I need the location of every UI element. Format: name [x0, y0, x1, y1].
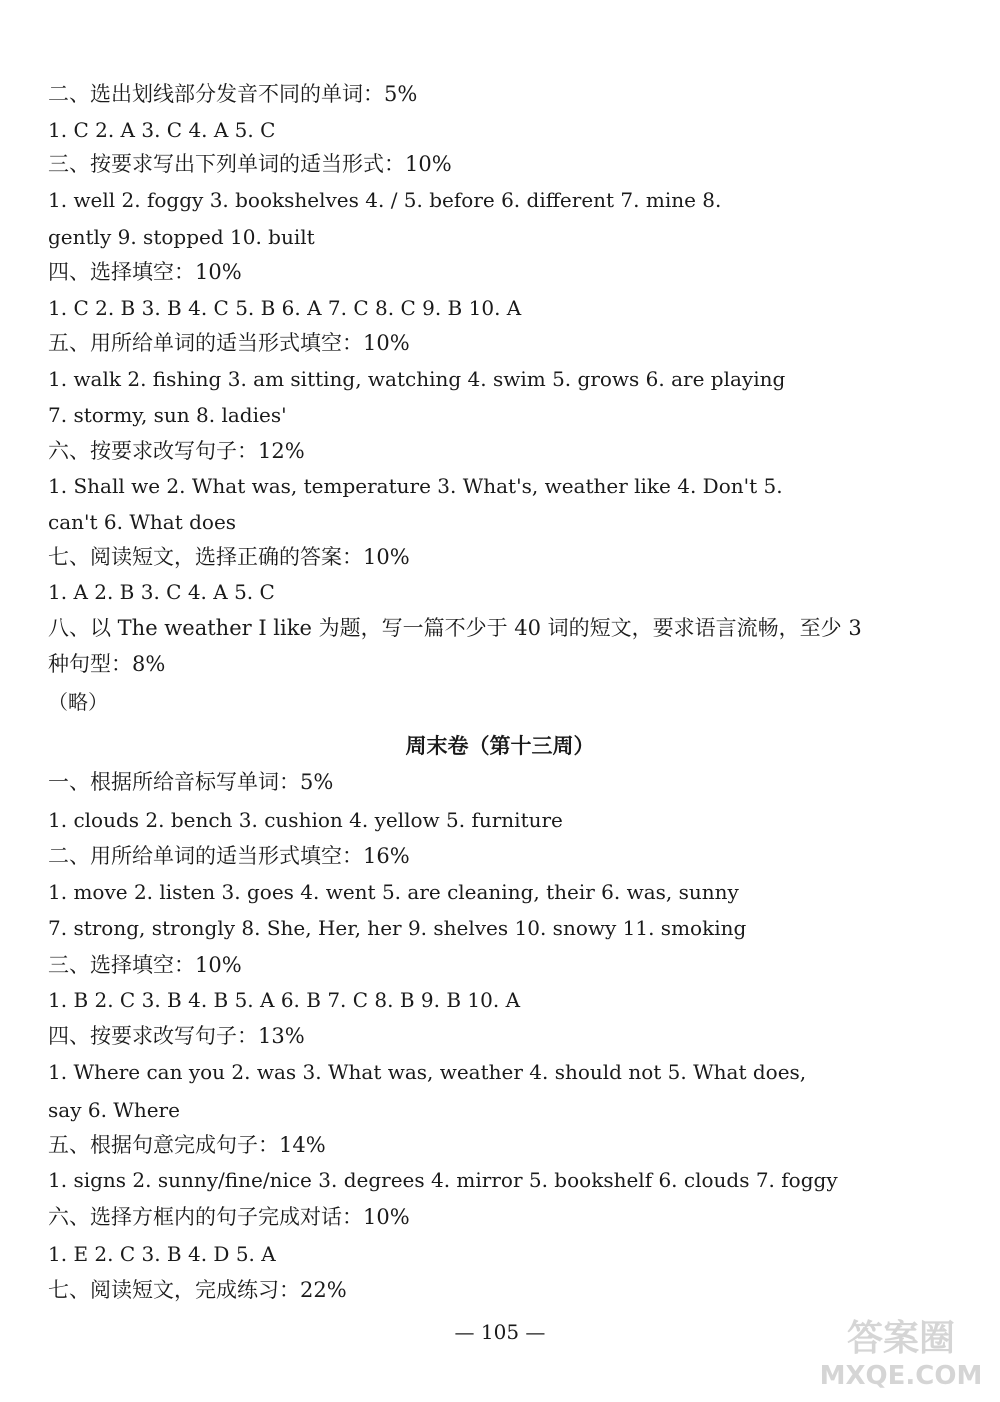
answer-line: gently 9. stopped 10. built: [48, 225, 315, 249]
question-heading: 七、阅读短文，完成练习：22%: [48, 1278, 347, 1302]
question-heading: 二、用所给单词的适当形式填空：16%: [48, 844, 410, 868]
answer-line: 1. A 2. B 3. C 4. A 5. C: [48, 580, 275, 604]
answer-line: 1. E 2. C 3. B 4. D 5. A: [48, 1242, 276, 1266]
answer-line: can't 6. What does: [48, 510, 237, 534]
question-heading: 二、选出划线部分发音不同的单词：5%: [48, 82, 418, 106]
question-heading: 四、选择填空：10%: [48, 260, 242, 284]
question-heading: 六、按要求改写句子：12%: [48, 439, 305, 463]
answer-line: 1. well 2. foggy 3. bookshelves 4. / 5. before 6. different 7. mine 8.: [48, 188, 722, 212]
question-heading: 八、以 The weather I like 为题，写一篇不少于 40 词的短文，要求语言流畅，至少 3: [48, 616, 862, 640]
question-heading: 五、用所给单词的适当形式填空：10%: [48, 331, 410, 355]
question-heading: 一、根据所给音标写单词：5%: [48, 770, 334, 794]
answer-line: 1. walk 2. fishing 3. am sitting, watching 4. swim 5. grows 6. are playing: [48, 367, 786, 391]
question-heading: 三、按要求写出下列单词的适当形式：10%: [48, 152, 452, 176]
answer-line: 7. stormy, sun 8. ladies': [48, 403, 287, 427]
question-heading: 三、选择填空：10%: [48, 953, 242, 977]
svg-text:MXQE.COM: MXQE.COM: [819, 1361, 983, 1391]
watermark-logo: [816, 1304, 986, 1392]
answer-line: 1. C 2. B 3. B 4. C 5. B 6. A 7. C 8. C 9. B 10. A: [48, 296, 522, 320]
answer-line: 1. Where can you 2. was 3. What was, weather 4. should not 5. What does,: [48, 1060, 807, 1084]
answer-line: 1. B 2. C 3. B 4. B 5. A 6. B 7. C 8. B 9. B 10. A: [48, 988, 521, 1012]
answer-line: 7. strong, strongly 8. She, Her, her 9. shelves 10. snowy 11. smoking: [48, 916, 747, 940]
question-heading: 六、选择方框内的句子完成对话：10%: [48, 1205, 410, 1229]
question-heading: 四、按要求改写句子：13%: [48, 1024, 305, 1048]
answer-line: 1. Shall we 2. What was, temperature 3. What's, weather like 4. Don't 5.: [48, 474, 783, 498]
answer-line: 1. C 2. A 3. C 4. A 5. C: [48, 118, 276, 142]
section-title: 周末卷（第十三周）: [405, 734, 595, 758]
answer-line: say 6. Where: [48, 1098, 180, 1122]
question-heading: 五、根据句意完成句子：14%: [48, 1133, 326, 1157]
answer-line: 1. clouds 2. bench 3. cushion 4. yellow 5. furniture: [48, 808, 563, 832]
answer-line: （略）: [48, 690, 108, 714]
question-heading: 七、阅读短文，选择正确的答案：10%: [48, 545, 410, 569]
question-heading: 种句型：8%: [48, 652, 166, 676]
svg-text:答案圈: 答案圈: [846, 1318, 956, 1359]
page-number: — 105 —: [454, 1320, 546, 1344]
answer-line: 1. move 2. listen 3. goes 4. went 5. are cleaning, their 6. was, sunny: [48, 880, 739, 904]
answer-line: 1. signs 2. sunny/fine/nice 3. degrees 4. mirror 5. bookshelf 6. clouds 7. foggy: [48, 1168, 838, 1192]
